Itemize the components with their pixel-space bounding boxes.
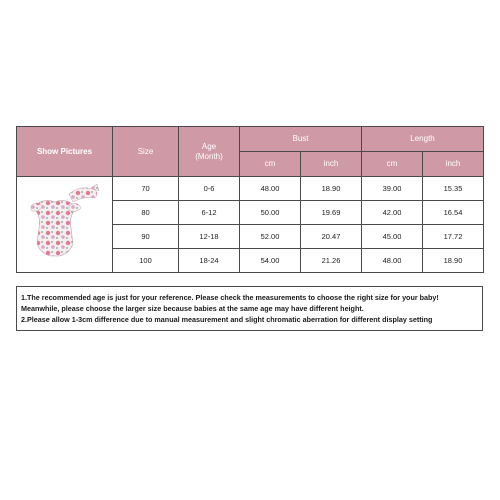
header-bust-cm: cm <box>240 152 301 177</box>
size-notes-box <box>16 286 483 331</box>
cell-bust-cm: 54.00 <box>240 249 301 273</box>
cell-bust-inch: 19.69 <box>301 201 362 225</box>
cell-size: 100 <box>113 249 179 273</box>
cell-bust-cm: 50.00 <box>240 201 301 225</box>
header-size: Size <box>113 127 179 177</box>
header-age-unit: (Month) <box>195 151 223 161</box>
floral-romper-image <box>25 180 105 270</box>
header-bust: Bust <box>240 127 362 152</box>
note-line-3: 2.Please allow 1-3cm difference due to manual measurement and slight chromatic aberration for different display setting <box>21 315 433 324</box>
cell-size: 70 <box>113 177 179 201</box>
product-photo-cell <box>17 177 113 273</box>
cell-bust-inch: 21.26 <box>301 249 362 273</box>
cell-size: 90 <box>113 225 179 249</box>
header-length: Length <box>362 127 484 152</box>
cell-length-inch: 18.90 <box>423 249 484 273</box>
header-length-inch: inch <box>423 152 484 177</box>
header-show-pictures: Show Pictures <box>17 127 113 177</box>
size-chart-table <box>16 126 484 273</box>
cell-length-cm: 48.00 <box>362 249 423 273</box>
cell-age: 18-24 <box>179 249 240 273</box>
table-row <box>17 177 484 201</box>
cell-age: 12-18 <box>179 225 240 249</box>
cell-length-inch: 17.72 <box>423 225 484 249</box>
cell-length-inch: 16.54 <box>423 201 484 225</box>
cell-size: 80 <box>113 201 179 225</box>
cell-bust-inch: 18.90 <box>301 177 362 201</box>
cell-age: 6-12 <box>179 201 240 225</box>
cell-length-inch: 15.35 <box>423 177 484 201</box>
note-line-1: 1.The recommended age is just for your reference. Please check the measurements to choose the right size for your baby! <box>21 293 439 302</box>
cell-age: 0-6 <box>179 177 240 201</box>
header-bust-inch: inch <box>301 152 362 177</box>
note-line-2: Meanwhile, please choose the larger size because babies at the same age may have different height. <box>21 304 364 313</box>
cell-length-cm: 39.00 <box>362 177 423 201</box>
cell-length-cm: 45.00 <box>362 225 423 249</box>
cell-bust-cm: 52.00 <box>240 225 301 249</box>
cell-bust-inch: 20.47 <box>301 225 362 249</box>
header-age-label: Age <box>201 141 217 151</box>
cell-bust-cm: 48.00 <box>240 177 301 201</box>
header-length-cm: cm <box>362 152 423 177</box>
header-age <box>179 127 240 177</box>
cell-length-cm: 42.00 <box>362 201 423 225</box>
